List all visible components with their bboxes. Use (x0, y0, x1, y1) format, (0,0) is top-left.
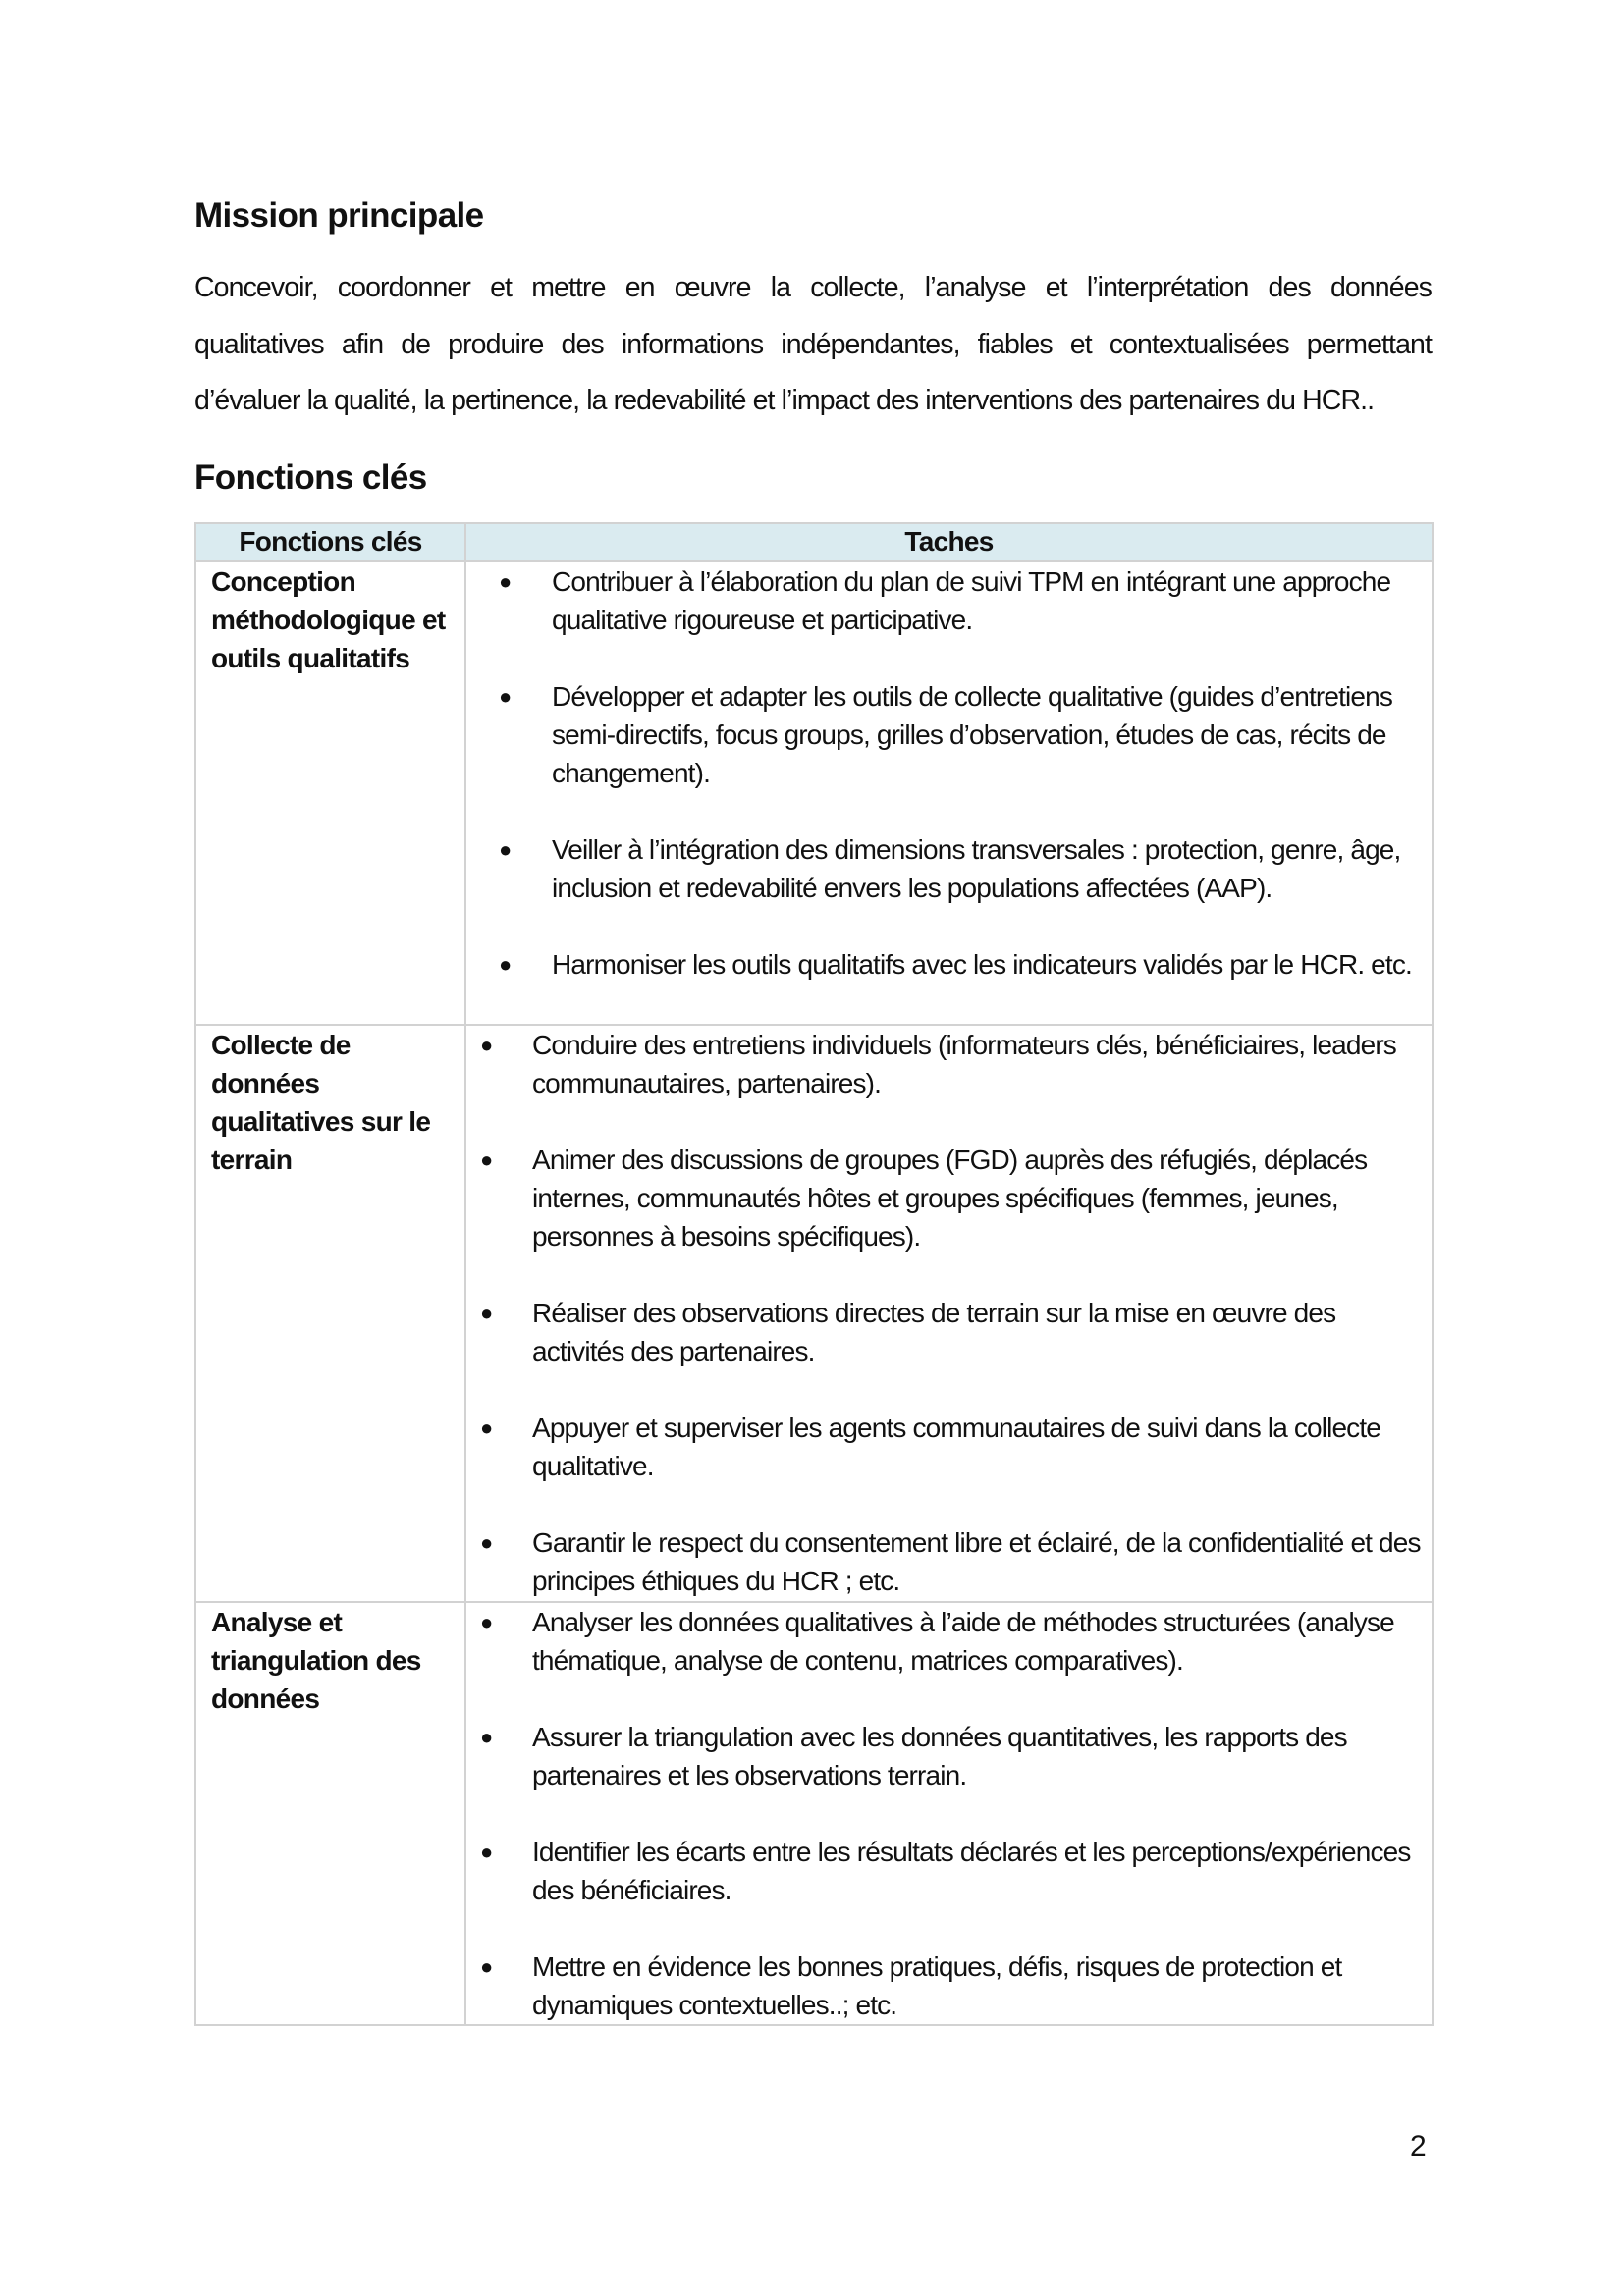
function-cell: Analyse et triangulation des données (195, 1602, 465, 2025)
fonctions-heading: Fonctions clés (194, 458, 427, 497)
bullet-icon: ● (499, 952, 512, 977)
task-text: Harmoniser les outils qualitatifs avec les indicateurs validés par le HCR. etc. (552, 949, 1412, 980)
table-header-row (195, 523, 1433, 561)
task-text: Conduire des entretiens individuels (informateurs clés, bénéficiaires, leaders communautaires, partenaires). (532, 1030, 1396, 1098)
task-text: Contribuer à l’élaboration du plan de suivi TPM en intégrant une approche qualitative rigoureuse et participative. (552, 566, 1391, 635)
bullet-icon: ● (499, 684, 512, 709)
list-item (466, 1141, 1422, 1255)
task-list (466, 1603, 1432, 2024)
function-cell: Collecte de données qualitatives sur le terrain (195, 1025, 465, 1602)
list-item (466, 562, 1422, 639)
bullet-icon: ● (480, 1148, 493, 1172)
mission-line: Concevoir, coordonner et mettre en œuvre la collecte, l’analyse et l’interprétation des données (194, 272, 1432, 303)
task-text: Développer et adapter les outils de collecte qualitative (guides d’entretiens semi-directifs, focus groups, grilles d’observation, études de cas, récits de changement). (552, 681, 1392, 788)
bullet-icon: ● (480, 1725, 493, 1749)
task-text: Appuyer et superviser les agents communautaires de suivi dans la collecte qualitative. (532, 1413, 1380, 1481)
bullet-icon: ● (480, 1033, 493, 1057)
bullet-icon: ● (480, 1530, 493, 1555)
task-text: Garantir le respect du consentement libre et éclairé, de la confidentialité et des principes éthiques du HCR ; etc. (532, 1527, 1421, 1596)
list-item (466, 1718, 1422, 1794)
bullet-icon: ● (480, 1301, 493, 1325)
tasks-cell (465, 561, 1433, 1026)
task-text: Animer des discussions de groupes (FGD) auprès des réfugiés, déplacés internes, communautés hôtes et groupes spécifiques (femmes, jeunes, personnes à besoins spécifiques). (532, 1145, 1368, 1252)
table-row (195, 1602, 1433, 2025)
task-text: Identifier les écarts entre les résultats déclarés et les perceptions/expériences des bénéficiaires. (532, 1837, 1411, 1905)
list-item (466, 1833, 1422, 1909)
list-item (466, 677, 1422, 792)
tasks-cell (465, 1025, 1433, 1602)
bullet-icon: ● (480, 1954, 493, 1979)
table-row (195, 1025, 1433, 1602)
bullet-icon: ● (480, 1840, 493, 1864)
list-item (466, 1948, 1422, 2024)
list-item (466, 1026, 1422, 1102)
task-list (466, 562, 1432, 984)
list-item (466, 945, 1422, 984)
bullet-icon: ● (499, 569, 512, 594)
task-text: Mettre en évidence les bonnes pratiques, défis, risques de protection et dynamiques contextuelles..; etc. (532, 1951, 1342, 2020)
list-item (466, 1409, 1422, 1485)
fonctions-table (194, 522, 1434, 2026)
task-text: Assurer la triangulation avec les données quantitatives, les rapports des partenaires et les observations terrain. (532, 1722, 1347, 1790)
task-text: Réaliser des observations directes de terrain sur la mise en œuvre des activités des partenaires. (532, 1298, 1336, 1366)
bullet-icon: ● (480, 1610, 493, 1634)
mission-line: d’évaluer la qualité, la pertinence, la redevabilité et l’impact des interventions des partenaires du HCR.. (194, 385, 1375, 416)
tasks-cell (465, 1602, 1433, 2025)
table-row (195, 561, 1433, 1026)
task-list (466, 1026, 1432, 1600)
function-cell: Conception méthodologique et outils qualitatifs (195, 561, 465, 1026)
list-item (466, 1294, 1422, 1370)
bullet-icon: ● (499, 837, 512, 862)
list-item (466, 1523, 1422, 1600)
list-item (466, 830, 1422, 907)
task-text: Veiller à l’intégration des dimensions transversales : protection, genre, âge, inclusion et redevabilité envers les populations affectées (AAP). (552, 834, 1401, 903)
mission-heading: Mission principale (194, 196, 484, 235)
task-text: Analyser les données qualitatives à l’aide de méthodes structurées (analyse thématique, analyse de contenu, matrices comparatives). (532, 1607, 1394, 1676)
list-item (466, 1603, 1422, 1680)
header-taches: Taches (465, 523, 1433, 561)
page-number: 2 (1410, 2130, 1427, 2163)
mission-paragraph (194, 260, 1432, 430)
bullet-icon: ● (480, 1415, 493, 1440)
mission-line: qualitatives afin de produire des informations indépendantes, fiables et contextualisées permettant (194, 328, 1432, 360)
header-fonctions: Fonctions clés (195, 523, 465, 561)
